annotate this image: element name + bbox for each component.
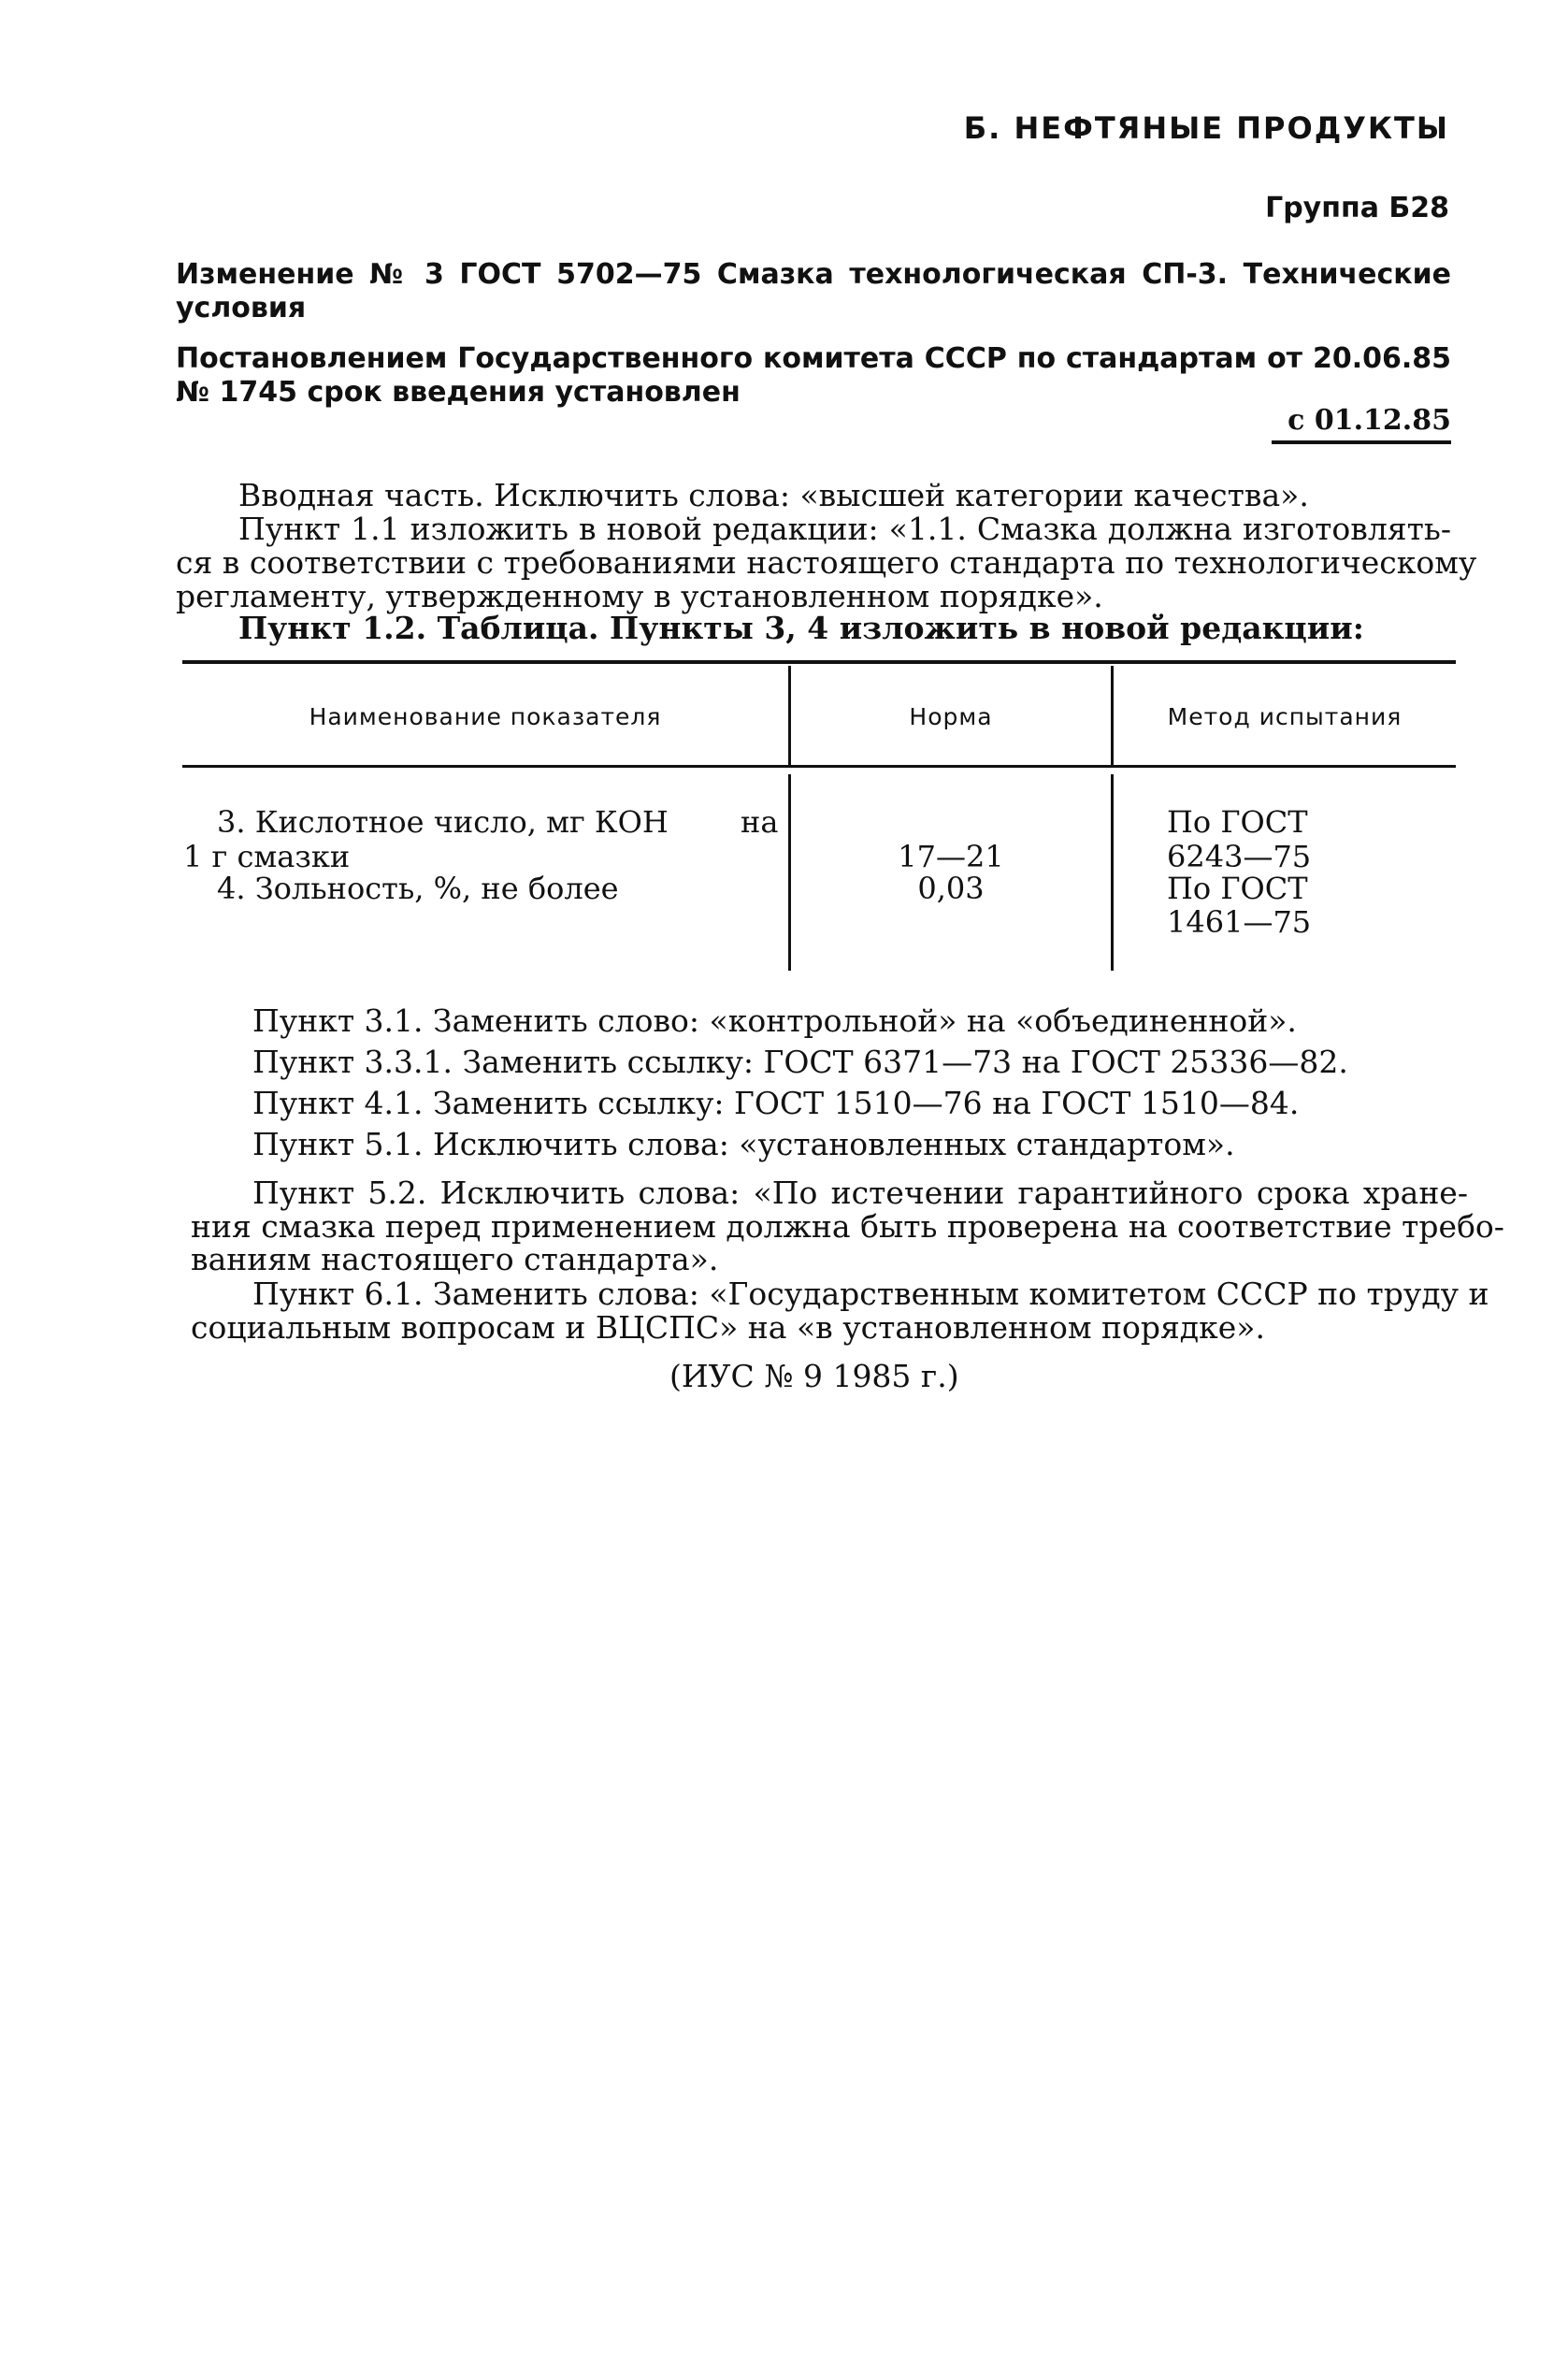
row3-name-line1: 3. Кислотное число, мг КОН: [217, 804, 669, 840]
column-header-method: Метод испытания: [1167, 703, 1403, 730]
p11-line1: Пункт 1.1 изложить в новой редакции: «1.1. Смазка должна изготовлять-: [238, 511, 1451, 547]
change-title-line1: Изменение № 3 ГОСТ 5702—75 Смазка технологическая СП-3. Технические: [176, 258, 1451, 291]
change-p31: Пункт 3.1. Заменить слово: «контрольной» на «объединенной».: [252, 1002, 1297, 1039]
table-col-divider-2-body: [1111, 774, 1114, 971]
change-p41: Пункт 4.1. Заменить ссылку: ГОСТ 1510—76 на ГОСТ 1510—84.: [252, 1085, 1300, 1121]
row4-method-line2: 1461—75: [1167, 904, 1312, 940]
row3-name-line2: 1 г смазки: [183, 839, 351, 874]
column-header-norm: Норма: [909, 703, 993, 730]
change-p52-line2: ния смазка перед применением должна быть проверена на соответствие требо-: [191, 1208, 1504, 1245]
p11-line3: регламенту, утвержденному в установленном порядке».: [176, 578, 1103, 614]
intro-paragraph: Вводная часть. Исключить слова: «высшей категории качества».: [238, 477, 1309, 513]
row4-name: 4. Зольность, %, не более: [217, 871, 619, 906]
row4-method-line1: По ГОСТ: [1167, 871, 1308, 906]
change-title-line2: условия: [176, 292, 307, 324]
decree-line2: № 1745 срок введения установлен: [176, 376, 741, 409]
change-p52-line1: Пункт 5.2. Исключить слова: «По истечении гарантийного срока хране-: [252, 1175, 1468, 1211]
change-p61-line2: социальным вопросам и ВЦСПС» на «в установленном порядке».: [191, 1309, 1265, 1346]
change-p331: Пункт 3.3.1. Заменить ссылку: ГОСТ 6371—73 на ГОСТ 25336—82.: [252, 1044, 1348, 1080]
change-p52-line3: ваниям настоящего стандарта».: [191, 1241, 719, 1277]
source-reference: (ИУС № 9 1985 г.): [669, 1358, 959, 1394]
change-p61-line1: Пункт 6.1. Заменить слова: «Государственным комитетом СССР по труду и: [252, 1276, 1489, 1312]
decree-line1: Постановлением Государственного комитета СССР по стандартам от 20.06.85: [176, 342, 1451, 375]
p11-line2: ся в соответствии с требованиями настоящего стандарта по технологическому: [176, 544, 1477, 581]
table-top-rule: [182, 660, 1456, 664]
p12-paragraph: Пункт 1.2. Таблица. Пункты 3, 4 изложить в новой редакции:: [238, 610, 1364, 646]
group-label: Группа Б28: [1265, 192, 1449, 224]
column-header-name: Наименование показателя: [309, 703, 662, 730]
row4-norm: 0,03: [917, 871, 985, 906]
effective-date: с 01.12.85: [1272, 404, 1451, 444]
table-header-rule: [182, 765, 1456, 768]
change-p51: Пункт 5.1. Исключить слова: «установленных стандартом».: [252, 1126, 1235, 1162]
row3-method-line2: 6243—75: [1167, 839, 1312, 874]
row3-norm: 17—21: [898, 839, 1004, 874]
row3-method-line1: По ГОСТ: [1167, 804, 1308, 840]
section-title: Б. НЕФТЯНЫЕ ПРОДУКТЫ: [963, 110, 1449, 146]
row3-name-na: на: [741, 804, 779, 840]
